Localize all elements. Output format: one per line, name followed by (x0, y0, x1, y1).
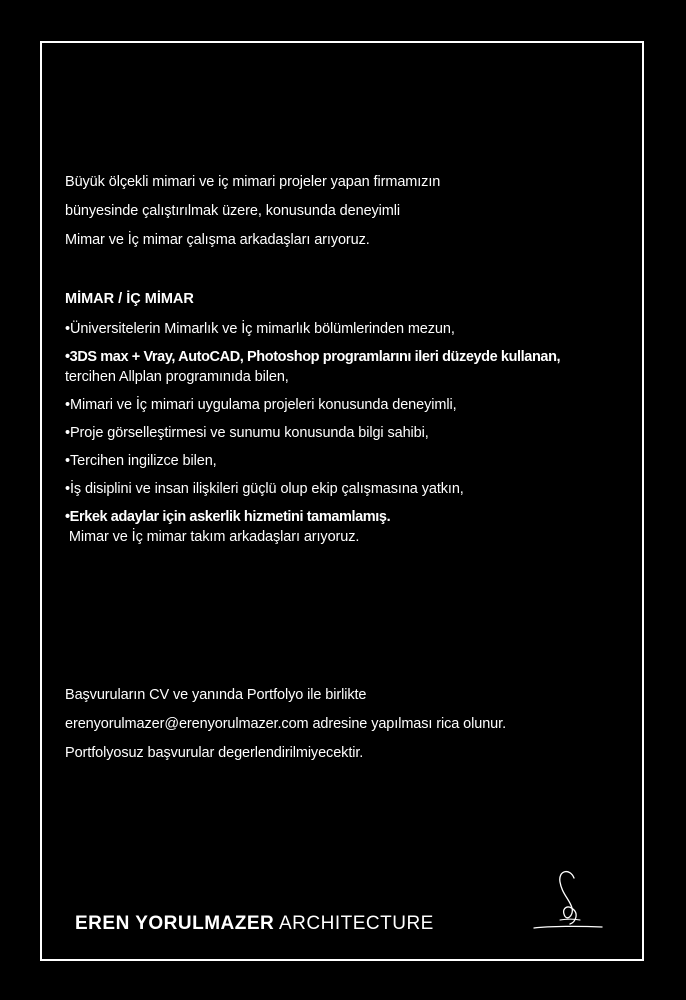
requirement-text: •3DS max + Vray, AutoCAD, Photoshop programlarını ileri düzeyde kullanan, (65, 349, 561, 365)
brand-architecture: ARCHITECTURE (274, 913, 434, 934)
requirement-item (65, 395, 635, 415)
requirement-text: •Üniversitelerin Mimarlık ve İç mimarlık bölümlerinden mezun, (65, 321, 455, 337)
requirement-item (65, 451, 635, 471)
requirement-item (65, 479, 635, 499)
role-title: MİMAR / İÇ MİMAR (65, 291, 194, 307)
brand-name: EREN YORULMAZER (75, 913, 275, 934)
requirement-text: •Tercihen ingilizce bilen, (65, 453, 217, 469)
application-email-line: erenyorulmazer@erenyorulmazer.com adresine yapılması rica olunur. (65, 716, 506, 732)
requirement-item (65, 347, 635, 387)
requirement-item (65, 319, 635, 339)
requirement-text: •İş disiplini ve insan ilişkileri güçlü olup ekip çalışmasına yatkın, (65, 481, 464, 497)
application-paragraph (65, 685, 635, 772)
application-line: Portfolyosuz başvurular degerlendirilmiyecektir. (65, 745, 364, 761)
intro-line: Mimar ve İç mimar çalışma arkadaşları arıyoruz. (65, 232, 370, 248)
requirement-text: •Erkek adaylar için askerlik hizmetini tamamlamış. (65, 509, 391, 525)
brand-wordmark (75, 913, 434, 935)
requirement-continuation: tercihen Allplan programınıda bilen, (65, 369, 289, 385)
intro-line: Büyük ölçekli mimari ve iç mimari projeler yapan firmamızın (65, 174, 441, 190)
intro-line: bünyesinde çalıştırılmak üzere, konusunda deneyimli (65, 203, 401, 219)
requirement-text: •Proje görselleştirmesi ve sunumu konusunda bilgi sahibi, (65, 425, 429, 441)
application-line: Başvuruların CV ve yanında Portfolyo ile birlikte (65, 687, 367, 703)
intro-paragraph (65, 172, 635, 259)
signature-icon (530, 864, 606, 936)
requirement-item (65, 423, 635, 443)
requirement-text: •Mimari ve İç mimari uygulama projeleri konusunda deneyimli, (65, 397, 457, 413)
requirement-continuation: Mimar ve İç mimar takım arkadaşları arıyoruz. (65, 529, 360, 545)
requirement-item (65, 507, 635, 547)
requirements-list (65, 319, 635, 547)
